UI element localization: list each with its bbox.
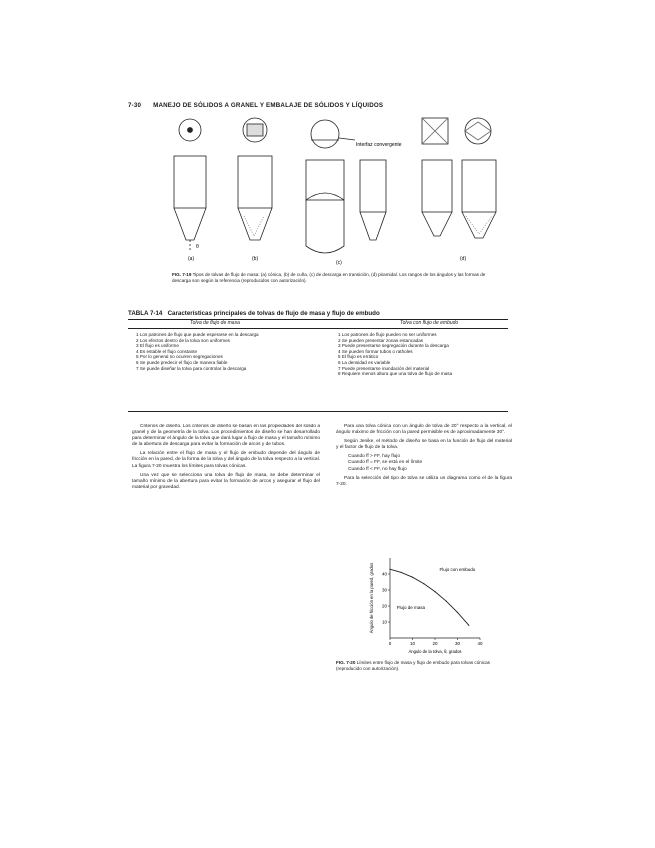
chart-data-point (468, 625, 469, 626)
figure-hopper-types (160, 112, 512, 272)
table-left-item: 6 Se puede predecir el flujo de manera fiable (136, 359, 228, 365)
running-header (128, 102, 383, 109)
table-col-left-head: Tolva de flujo de masa (190, 320, 240, 326)
chart-data-point (389, 569, 390, 570)
chart-x-tick-label: 30 (454, 641, 461, 646)
chart-y-tick-label: 20 (381, 603, 387, 609)
hopper-wedge-drawing (238, 118, 272, 240)
body-paragraph: La relación entre el flujo de masa y el flujo de embudo depende del ángulo de fricción en la pared, de la forma de la tolva y del ángulo de la tolva respecto a la vertical. La figura 7-20 muestra los límites para tolvas cónicas. (132, 451, 320, 469)
table-7-14-title: Características principales de tolvas de flujo de masa y flujo de embudo (167, 310, 380, 317)
condition-line: Cuando ff > FF, hay flujo (348, 454, 401, 460)
table-7-14-label: TABLA 7-14 (128, 310, 163, 317)
chart-data-point (457, 612, 458, 613)
left-text-column (132, 424, 320, 824)
chart-series (389, 569, 469, 626)
table-right-item: 1 Los patrones de flujo pueden no ser uniformes (338, 332, 437, 337)
body-paragraph: Para una tolva cónica con un ángulo de tolva de 20° respecto a la vertical, el ángulo máximo de fricción con la pared permisible es de aproximadamente 30°. (336, 424, 512, 436)
figure-7-20-label: FIG. 7-20 (336, 660, 356, 665)
condition-line: Cuando ff = FF, se está en el límite (348, 460, 423, 466)
table-right-item: 3 Puede presentarse segregación durante la descarga (338, 343, 449, 349)
table-left-item: 4 Es estable el flujo constante (136, 348, 198, 354)
body-paragraph: Una vez que se selecciona una tolva de flujo de masa, se debe determinar el tamaño mínimo de la abertura para evitar la formación de arcos y asegurar el flujo del material por gravedad. (132, 472, 320, 490)
table-left-item: 3 El flujo es uniforme (136, 343, 179, 349)
table-left-item: 7 Se puede diseñar la tolva para controlar la descarga (136, 365, 247, 371)
chart-y-tick-label: 10 (381, 619, 387, 625)
chart-x-tick-label: 0 (388, 641, 392, 646)
chart-x-axis-label: Ángulo de la tolva, θ, grados (408, 649, 462, 654)
figure-7-19-caption (172, 272, 492, 284)
figure-label-a: (a) (188, 256, 195, 262)
figure-label-d: (d) (460, 256, 467, 262)
right-text-column (336, 424, 512, 491)
figure-label-c: (c) (336, 260, 342, 266)
table-head-rule (128, 328, 508, 329)
table-col-right-head: Tolva con flujo de embudo (400, 320, 459, 326)
hopper-design-chart (368, 550, 488, 660)
chart-data-point (401, 572, 402, 573)
chart-data-point (446, 601, 447, 602)
page-number: 7-30 (128, 102, 142, 109)
body-paragraph: Para la selección del tipo de tolva se utiliza un diagrama como el de la figura 7-20. (336, 475, 512, 487)
convergence-callout: Interfaz convergente (356, 142, 402, 148)
hopper-conical-drawing (174, 119, 206, 250)
chart-y-tick-label: 40 (381, 571, 387, 577)
flow-conditions (336, 454, 512, 472)
table-left-list (136, 332, 326, 371)
chart-data-point (423, 583, 424, 584)
figure-7-19-label: FIG. 7-19 (172, 272, 192, 277)
table-7-14-caption (128, 310, 380, 317)
chart-y-axis-label: Ángulo de fricción en la pared, grados (369, 562, 374, 634)
region-label-funnel-flow: Flujo con embudo (439, 566, 476, 572)
table-left-item: 1 Los patrones de flujo que puede esperarse en la descarga (136, 332, 259, 337)
table-right-item: 2 Se pueden presentar zonas estancadas (338, 337, 424, 343)
figure-7-20-text: Límites entre flujo de masa y flujo de embudo para tolvas cónicas (reproducido con autorización). (336, 660, 490, 671)
theta-label: θ (196, 244, 199, 250)
chart-x-tick-label: 10 (409, 641, 416, 646)
figure-label-b: (b) (252, 256, 259, 262)
table-right-item: 7 Puede presentarse inundación del material (338, 365, 430, 371)
chart-y-tick-label: 30 (381, 587, 387, 593)
table-right-list (338, 332, 510, 377)
figure-7-19-text: Tipos de tolvas de flujo de masa: (a) cónica, (b) de cuña, (c) de descarga en transición, (d) piramidal. Los rangos de los ángulos y las formas de descarga son según la referencia (reproducidos con autorización). (172, 272, 486, 283)
chart-series-line (390, 569, 469, 625)
table-right-item: 6 La densidad es variable (338, 359, 391, 365)
chart-data-point (434, 591, 435, 592)
table-left-item: 5 Por lo general no ocurren segregaciones (136, 354, 223, 360)
figure-7-20-caption (336, 660, 512, 672)
hopper-transition-side-drawing (360, 160, 386, 240)
chart-data-point (412, 577, 413, 578)
chart-x-tick-label: 20 (432, 641, 438, 646)
table-left-item: 2 Los efectos dentro de la tolva son uniformes (136, 337, 230, 343)
table-right-item: 4 Se pueden formar tubos o ratholes (338, 348, 413, 354)
table-right-item: 8 Requiere menos altura que una tolva de flujo de masa (338, 371, 453, 377)
body-paragraph: Criterios de diseño. Los criterios de diseño se basan en las propiedades del sólido a granel y de la geometría de la tolva. Los procedimientos de diseño se han desarrollado para determinar el ángulo de la tolva que dará lugar a flujo de masa y el tamaño mínimo de la abertura de descarga para evitar la formación de arcos y de tubos. (132, 424, 320, 448)
table-bottom-rule (128, 411, 508, 412)
hopper-transition-drawing (306, 120, 355, 253)
hopper-pyramidal-drawing (422, 118, 496, 238)
body-paragraph: Según Jenike, el método de diseño se basa en la función de flujo del material y el factor de flujo de la tolva. (336, 439, 512, 451)
running-title: MANEJO DE SÓLIDOS A GRANEL Y EMBALAJE DE SÓLIDOS Y LÍQUIDOS (153, 102, 384, 109)
table-right-item: 5 El flujo es errático (338, 354, 379, 360)
condition-line: Cuando ff < FF, no hay flujo (348, 466, 407, 472)
region-label-mass-flow: Flujo de masa (396, 605, 426, 611)
chart-x-tick-label: 40 (477, 641, 483, 646)
